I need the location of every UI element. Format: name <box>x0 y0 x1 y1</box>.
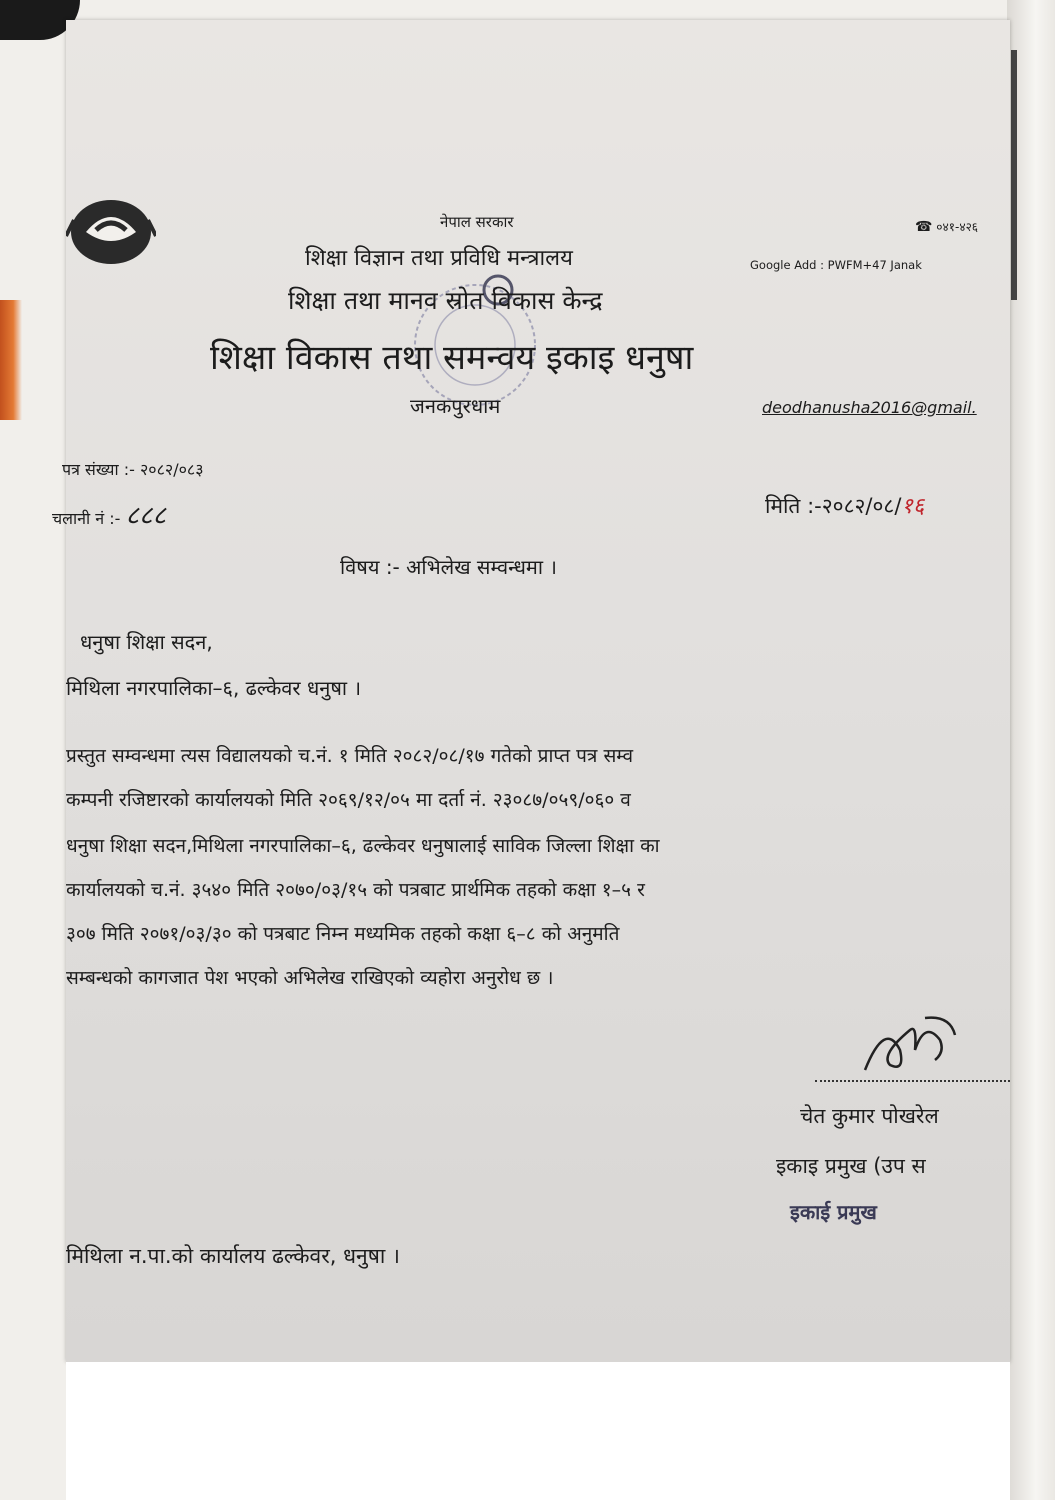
ministry-name: शिक्षा विज्ञान तथा प्रविधि मन्त्रालय <box>305 246 573 271</box>
signature-icon <box>855 1010 965 1090</box>
phone-line <box>915 218 978 235</box>
center-name: शिक्षा तथा मानव स्रोत विकास केन्द्र <box>288 286 603 315</box>
recipient-line-2: मिथिला नगरपालिका–६, ढल्केवर धनुषा । <box>66 676 362 700</box>
recipient-line-1: धनुषा शिक्षा सदन, <box>80 630 213 654</box>
email-address: deodhanusha2016@gmail. <box>762 398 977 417</box>
google-address: Google Add : PWFM+47 Janak <box>750 258 922 272</box>
date-handwritten: १६ <box>901 494 925 519</box>
background-orange-edge <box>0 300 22 420</box>
dispatch-number <box>52 496 166 532</box>
phone-icon: ☎ <box>915 219 933 235</box>
subject-line: विषय :- अभिलेख सम्वन्धमा । <box>340 555 557 579</box>
cc-line: मिथिला न.पा.को कार्यालय ढल्केवर, धनुषा । <box>66 1244 400 1268</box>
signatory-seal: इकाई प्रमुख <box>790 1200 877 1224</box>
phone-number: ०४१-४२६ <box>936 220 979 234</box>
date-label: मिति :- <box>765 494 822 518</box>
body-line: प्रस्तुत सम्वन्धमा त्यस विद्यालयको च.नं. १ मिति २०८२/०८/१७ गतेको प्राप्त पत्र सम्व <box>66 745 634 767</box>
body-line: कम्पनी रजिष्टारको कार्यालयको मिति २०६९/१२/०५ मा दर्ता नं. २३०८७/०५९/०६० व <box>66 789 631 811</box>
body-line: धनुषा शिक्षा सदन,मिथिला नगरपालिका–६, ढल्केवर धनुषालाई साविक जिल्ला शिक्षा का <box>66 835 660 857</box>
date-printed: २०८२/०८/ <box>821 494 902 518</box>
body-line: कार्यालयको च.नं. ३५४० मिति २०७०/०३/१५ को पत्रबाट प्रार्थमिक तहको कक्षा १–५ र <box>66 879 645 901</box>
letter-number: पत्र संख्या :- २०८२/०८३ <box>62 460 204 479</box>
signatory-name: चेत कुमार पोखरेल <box>800 1104 939 1128</box>
nepal-emblem-icon <box>66 190 156 270</box>
background-dark-edge <box>1011 50 1017 300</box>
signature-line <box>815 1080 1010 1082</box>
signatory-designation: इकाइ प्रमुख (उप स <box>776 1154 926 1178</box>
government-name: नेपाल सरकार <box>440 213 514 231</box>
letter-date <box>765 490 924 520</box>
location-name: जनकपुरधाम <box>410 394 501 418</box>
body-line: सम्बन्धको कागजात पेश भएको अभिलेख राखिएको व्यहोरा अनुरोध छ । <box>66 967 554 989</box>
unit-name: शिक्षा विकास तथा समन्वय इकाइ धनुषा <box>210 338 694 378</box>
dispatch-label: चलानी नं :- <box>52 509 121 528</box>
page-bottom-margin <box>66 1362 1010 1500</box>
body-line: ३०७ मिति २०७१/०३/३० को पत्रबाट निम्न मध्यमिक तहको कक्षा ६–८ को अनुमति <box>66 923 620 945</box>
dispatch-value: ८८८ <box>125 501 167 531</box>
